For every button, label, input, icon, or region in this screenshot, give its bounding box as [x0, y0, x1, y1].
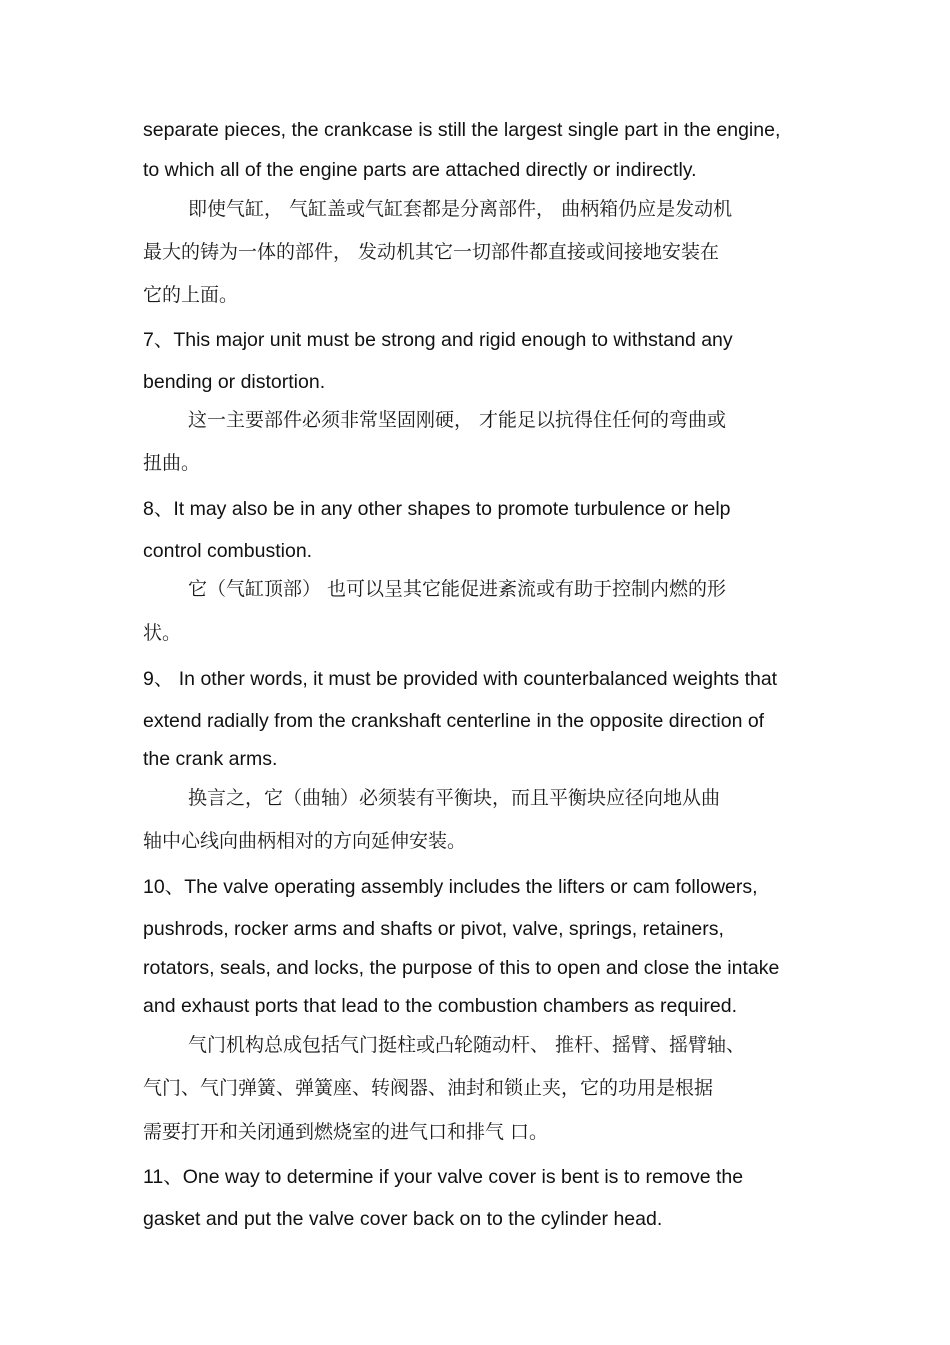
paragraph-9-chinese-line-2: 轴中心线向曲柄相对的方向延伸安装。	[143, 830, 467, 852]
paragraph-8-chinese-line-2: 状。	[143, 622, 182, 644]
paragraph-7-english-line-2: bending or distortion.	[143, 371, 326, 393]
paragraph-9-chinese-line-1: 换言之，它（曲轴）必须装有平衡块，而且平衡块应径向地从曲	[188, 787, 721, 809]
paragraph-10-chinese-line-2: 气门、气门弹簧、弹簧座、转阀器、油封和锁止夹，它的功用是根据	[143, 1077, 714, 1099]
paragraph-10-english-line-1: 10、The valve operating assembly includes the lifters or cam followers,	[143, 876, 758, 898]
paragraph-6-chinese-line-3: 它的上面。	[143, 284, 239, 306]
paragraph-10-chinese-line-1: 气门机构总成包括气门挺柱或凸轮随动杆、 推杆、摇臂、摇臂轴、	[188, 1034, 746, 1056]
paragraph-6-chinese-line-2: 最大的铸为一体的部件， 发动机其它一切部件都直接或间接地安装在	[143, 241, 720, 263]
paragraph-9-english-line-1: 9、 In other words, it must be provided with counterbalanced weights that	[143, 668, 778, 690]
paragraph-8-english-line-2: control combustion.	[143, 540, 313, 562]
paragraph-10-chinese-line-3: 需要打开和关闭通到燃烧室的进气口和排气 口。	[143, 1121, 549, 1143]
paragraph-10-english-line-2: pushrods, rocker arms and shafts or pivot, valve, springs, retainers,	[143, 918, 724, 940]
paragraph-6-chinese-line-1: 即使气缸， 气缸盖或气缸套都是分离部件， 曲柄箱仍应是发动机	[188, 198, 733, 220]
paragraph-6-english-line-2: to which all of the engine parts are attached directly or indirectly.	[143, 159, 697, 181]
paragraph-6-english-line-1: separate pieces, the crankcase is still the largest single part in the engine,	[143, 119, 781, 141]
paragraph-9-english-line-3: the crank arms.	[143, 748, 278, 770]
paragraph-10-english-line-3: rotators, seals, and locks, the purpose of this to open and close the intake	[143, 957, 780, 979]
paragraph-9-english-line-2: extend radially from the crankshaft centerline in the opposite direction of	[143, 710, 765, 732]
paragraph-8-chinese-line-1: 它（气缸顶部） 也可以呈其它能促进紊流或有助于控制内燃的形	[188, 578, 727, 600]
paragraph-7-english-line-1: 7、This major unit must be strong and rigid enough to withstand any	[143, 329, 733, 351]
paragraph-11-english-line-1: 11、One way to determine if your valve cover is bent is to remove the	[143, 1166, 744, 1188]
paragraph-8-english-line-1: 8、It may also be in any other shapes to promote turbulence or help	[143, 498, 731, 520]
paragraph-10-english-line-4: and exhaust ports that lead to the combustion chambers as required.	[143, 995, 738, 1017]
paragraph-11-english-line-2: gasket and put the valve cover back on to the cylinder head.	[143, 1208, 663, 1230]
paragraph-7-chinese-line-2: 扭曲。	[143, 452, 201, 474]
paragraph-7-chinese-line-1: 这一主要部件必须非常坚固刚硬， 才能足以抗得住任何的弯曲或	[188, 409, 727, 431]
